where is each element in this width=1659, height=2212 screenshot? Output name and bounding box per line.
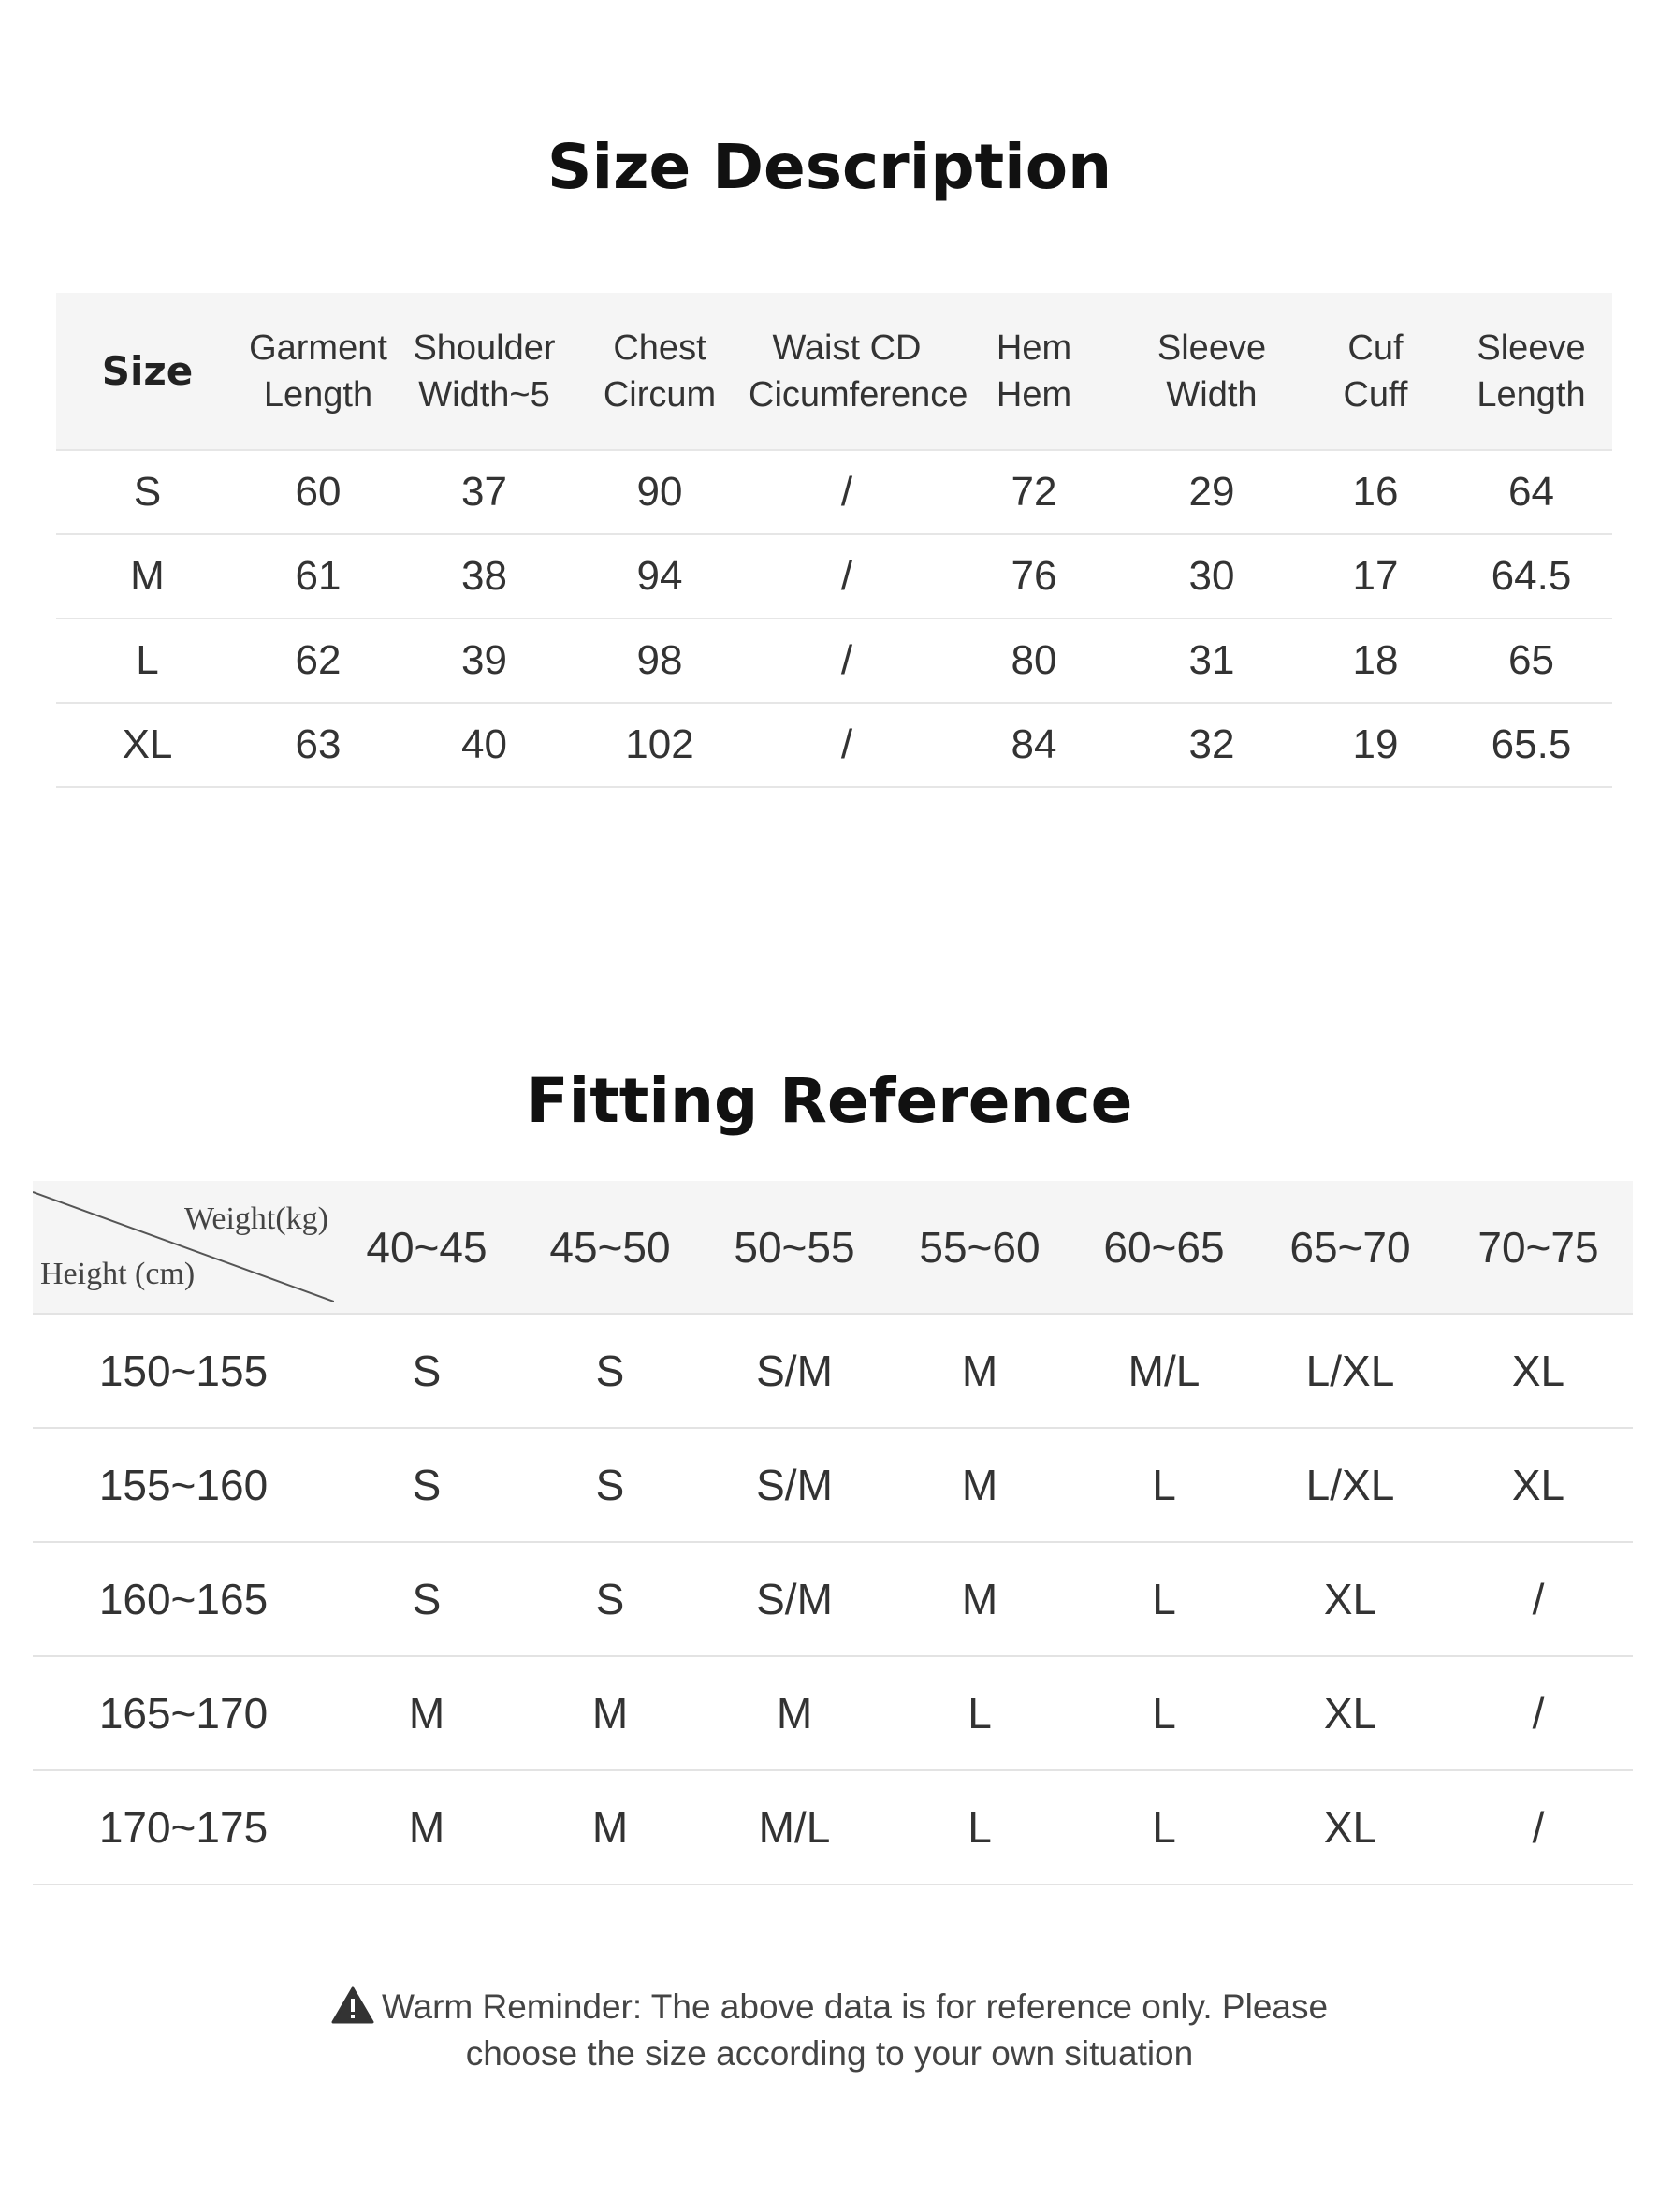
table-row	[56, 534, 1612, 618]
weight-header: 45~50	[549, 1222, 671, 1272]
table-cell: 65	[1508, 637, 1554, 683]
table-cell: 64	[1508, 469, 1554, 515]
table-cell: M	[961, 1575, 998, 1623]
warning-icon	[331, 1986, 374, 2024]
weight-header: 55~60	[919, 1222, 1041, 1272]
weight-header: 40~45	[366, 1222, 488, 1272]
table-cell: L	[968, 1689, 992, 1738]
table-row	[56, 618, 1612, 703]
height-cell: 170~175	[98, 1803, 269, 1852]
table-row	[33, 1656, 1633, 1770]
table-cell: 19	[1352, 721, 1399, 767]
table-cell: 98	[636, 637, 683, 683]
col-header-sleeve-width: Sleeve Width	[1157, 327, 1267, 415]
table-cell: 76	[1011, 553, 1057, 599]
warm-reminder	[0, 1984, 1659, 2077]
table-cell: M	[776, 1689, 813, 1738]
table-cell: L	[1152, 1575, 1176, 1623]
weight-header: 65~70	[1289, 1222, 1411, 1272]
table-cell: 18	[1352, 637, 1399, 683]
table-cell: S	[412, 1346, 442, 1395]
weight-header: 70~75	[1477, 1222, 1599, 1272]
col-header-size: Size	[101, 347, 194, 394]
table-cell: M	[408, 1689, 445, 1738]
corner-header	[33, 1181, 334, 1314]
size-cell: M	[130, 553, 165, 599]
reminder-line-1	[0, 1984, 1659, 2030]
height-axis-label: Height (cm)	[40, 1257, 196, 1291]
table-cell: L	[1152, 1803, 1176, 1852]
reminder-text-1: Warm Reminder: The above data is for reference only. Please	[381, 1987, 1329, 2026]
table-cell: XL	[1323, 1689, 1377, 1738]
size-cell: XL	[122, 721, 173, 767]
reminder-line-2: choose the size according to your own situation	[465, 2034, 1194, 2073]
fit-header-row	[33, 1181, 1633, 1314]
table-cell: 39	[461, 637, 507, 683]
table-cell: 16	[1352, 469, 1399, 515]
table-row	[33, 1428, 1633, 1542]
table-cell: XL	[1511, 1346, 1565, 1395]
table-cell: /	[840, 553, 853, 599]
table-cell: /	[840, 637, 853, 683]
fitting-reference-title: Fitting Reference	[526, 1065, 1133, 1137]
size-description-title: Size Description	[546, 131, 1113, 203]
table-row	[56, 703, 1612, 787]
table-cell: M	[961, 1461, 998, 1509]
table-cell: M	[591, 1803, 629, 1852]
table-cell: /	[1532, 1689, 1545, 1738]
table-cell: 60	[295, 469, 342, 515]
table-cell: 72	[1011, 469, 1057, 515]
table-cell: 37	[461, 469, 507, 515]
table-cell: 17	[1352, 553, 1399, 599]
table-cell: 80	[1011, 637, 1057, 683]
table-row	[33, 1770, 1633, 1885]
table-cell: XL	[1511, 1461, 1565, 1509]
weight-header: 50~55	[734, 1222, 855, 1272]
col-header-sleeve-length: Sleeve Length	[1477, 327, 1586, 415]
fitting-table	[33, 1181, 1633, 1885]
table-row	[33, 1542, 1633, 1656]
table-cell: 65.5	[1491, 721, 1572, 767]
table-cell: S	[412, 1575, 442, 1623]
table-cell: /	[1532, 1803, 1545, 1852]
table-cell: S/M	[756, 1346, 833, 1395]
table-cell: 94	[636, 553, 683, 599]
size-cell: S	[133, 469, 162, 515]
col-header-waist: Waist CD Cicumference	[749, 327, 968, 415]
table-cell: M/L	[758, 1803, 831, 1852]
col-header-hem: Hem Hem	[996, 327, 1072, 415]
table-row	[33, 1314, 1633, 1428]
height-cell: 165~170	[98, 1689, 269, 1738]
table-cell: 38	[461, 553, 507, 599]
size-header-row	[56, 293, 1612, 450]
col-header-cuff: Cuf Cuff	[1343, 327, 1408, 415]
table-cell: M	[408, 1803, 445, 1852]
table-cell: 62	[295, 637, 342, 683]
table-cell: 90	[636, 469, 683, 515]
table-cell: S	[595, 1461, 625, 1509]
weight-header: 60~65	[1103, 1222, 1225, 1272]
table-cell: /	[840, 721, 853, 767]
table-cell: 61	[295, 553, 342, 599]
col-header-garment-length: Garment Length	[249, 327, 387, 415]
table-cell: S	[595, 1575, 625, 1623]
table-row	[56, 450, 1612, 534]
table-cell: 84	[1011, 721, 1057, 767]
table-cell: L	[968, 1803, 992, 1852]
table-cell: /	[840, 469, 853, 515]
size-table	[56, 293, 1612, 788]
table-cell: XL	[1323, 1575, 1377, 1623]
table-cell: 32	[1188, 721, 1235, 767]
table-cell: L	[1152, 1461, 1176, 1509]
table-cell: L/XL	[1305, 1346, 1395, 1395]
table-cell: 63	[295, 721, 342, 767]
table-cell: M/L	[1128, 1346, 1201, 1395]
table-cell: 29	[1188, 469, 1235, 515]
table-cell: 31	[1188, 637, 1235, 683]
height-cell: 150~155	[98, 1346, 269, 1395]
col-header-shoulder-width: Shoulder Width~5	[413, 327, 556, 415]
table-cell: M	[961, 1346, 998, 1395]
height-cell: 160~165	[98, 1575, 269, 1623]
table-cell: S/M	[756, 1575, 833, 1623]
table-cell: /	[1532, 1575, 1545, 1623]
table-cell: S	[412, 1461, 442, 1509]
table-cell: 30	[1188, 553, 1235, 599]
table-cell: L/XL	[1305, 1461, 1395, 1509]
table-cell: 102	[625, 721, 694, 767]
table-cell: 40	[461, 721, 507, 767]
col-header-chest: Chest Circum	[603, 327, 717, 415]
table-cell: M	[591, 1689, 629, 1738]
table-cell: 64.5	[1491, 553, 1572, 599]
size-cell: L	[136, 637, 159, 683]
table-cell: S/M	[756, 1461, 833, 1509]
height-cell: 155~160	[98, 1461, 269, 1509]
table-cell: L	[1152, 1689, 1176, 1738]
weight-axis-label: Weight(kg)	[184, 1201, 328, 1236]
table-cell: S	[595, 1346, 625, 1395]
table-cell: XL	[1323, 1803, 1377, 1852]
